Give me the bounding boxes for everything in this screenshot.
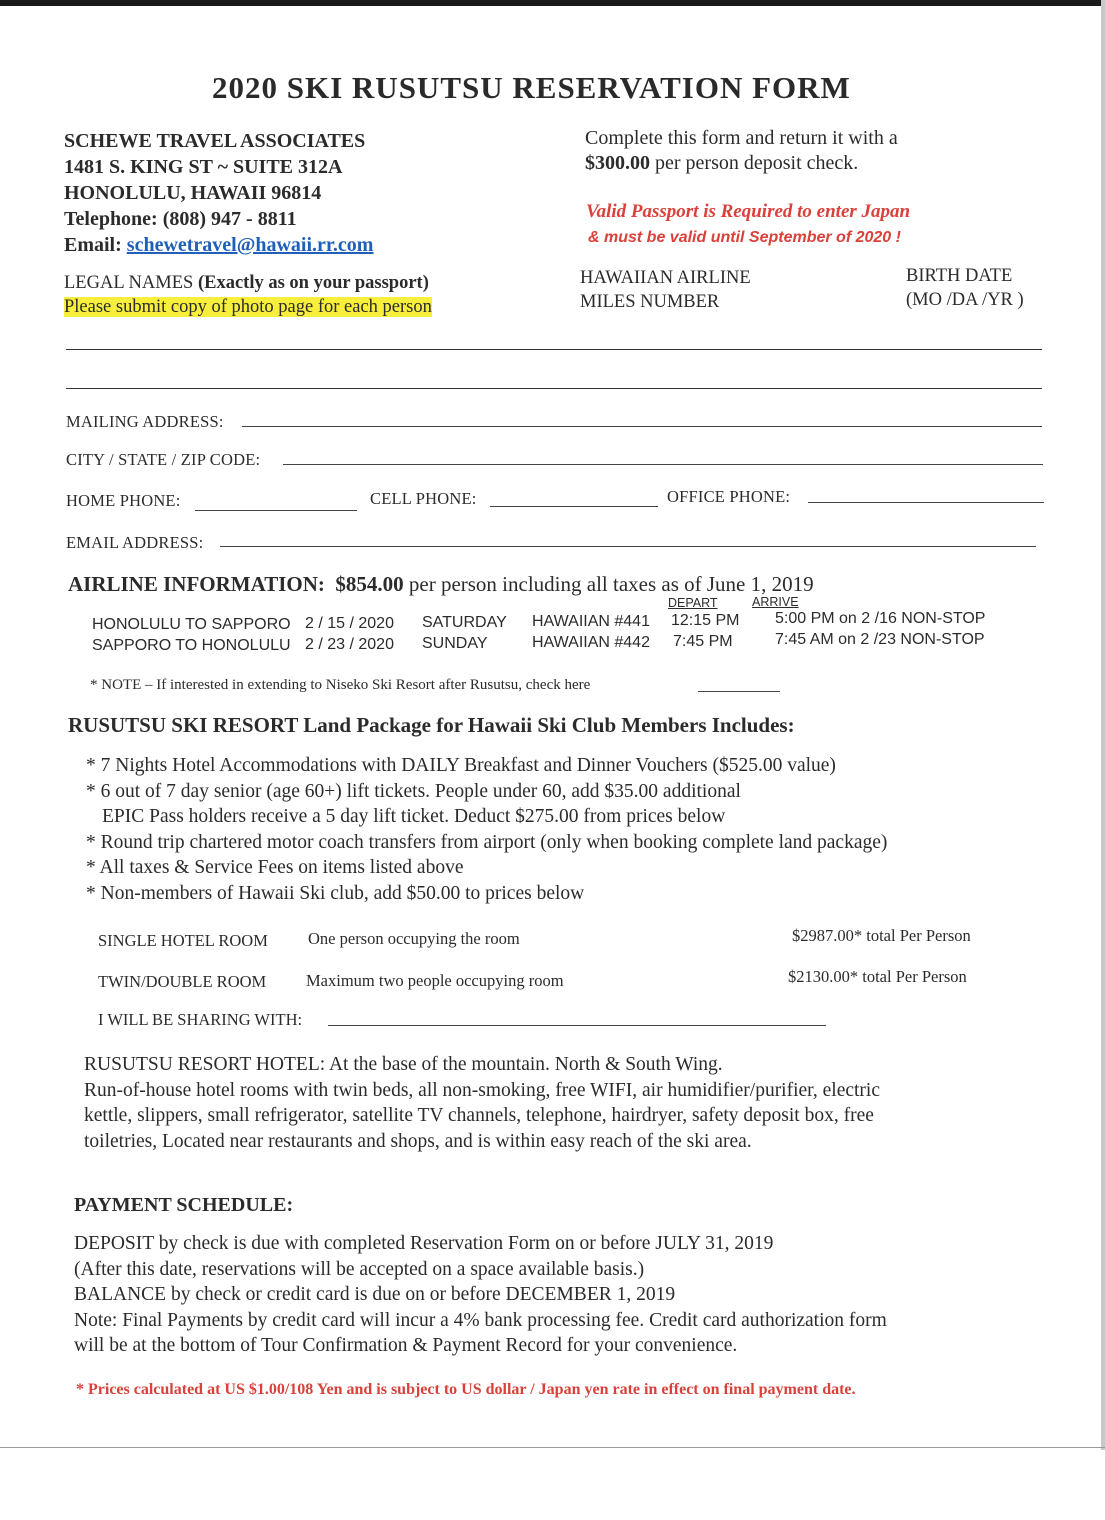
airline-heading-label: AIRLINE INFORMATION: — [68, 572, 325, 596]
mailing-address-label: MAILING ADDRESS: — [66, 412, 224, 431]
flight-number: HAWAIIAN #442 — [532, 634, 650, 651]
flight-route: HONOLULU TO SAPPORO — [92, 616, 291, 633]
flight-depart: 12:15 PM — [671, 612, 740, 629]
niseko-note: * NOTE – If interested in extending to Niseko Ski Resort after Rusutsu, check here — [90, 677, 591, 693]
scan-right-edge — [1101, 0, 1105, 1450]
payment-heading: PAYMENT SCHEDULE: — [74, 1194, 294, 1216]
agency-email-label: Email: — [64, 234, 127, 256]
payment-line: DEPOSIT by check is due with completed Reservation Form on or before JULY 31, 2019 — [74, 1233, 774, 1254]
airline-info-heading — [68, 572, 814, 597]
intro-line2 — [585, 151, 898, 176]
list-item: * Non-members of Hawaii Ski club, add $50.00 to prices below — [86, 882, 585, 904]
exchange-rate-note: * Prices calculated at US $1.00/108 Yen and is subject to US dollar / Japan yen rate in effect on final payment date. — [76, 1381, 856, 1398]
list-item: * 6 out of 7 day senior (age 60+) lift tickets. People under 60, add $35.00 additional — [86, 780, 741, 802]
hotel-line: kettle, slippers, small refrigerator, satellite TV channels, telephone, hairdryer, safety deposit box, free — [84, 1105, 874, 1126]
intro-block — [585, 126, 898, 176]
payment-details — [74, 1231, 887, 1359]
airline-price-rest: per person including all taxes as of June 1, 2019 — [403, 572, 814, 596]
list-item: * Round trip chartered motor coach transfers from airport (only when booking complete land package) — [86, 831, 888, 853]
legal-names-note: (Exactly as on your passport) — [197, 273, 429, 293]
agency-email-row — [64, 232, 373, 258]
hotel-description — [84, 1052, 880, 1154]
airline-price: $854.00 — [335, 572, 404, 596]
sharing-with-label: I WILL BE SHARING WITH: — [98, 1010, 303, 1029]
list-item: EPIC Pass holders receive a 5 day lift ticket. Deduct $275.00 from prices below — [102, 806, 726, 827]
scan-top-edge — [0, 0, 1105, 6]
legal-names-label: LEGAL NAMES — [64, 273, 198, 293]
flight-number: HAWAIIAN #441 — [532, 613, 650, 630]
flight-arrive: 5:00 PM on 2 /16 NON-STOP — [775, 610, 986, 627]
intro-line2-rest: per person deposit check. — [650, 152, 859, 174]
home-phone-field[interactable] — [195, 510, 357, 511]
cell-phone-label: CELL PHONE: — [370, 489, 477, 508]
agency-name: SCHEWE TRAVEL ASSOCIATES — [64, 130, 366, 152]
deposit-amount: $300.00 — [585, 152, 650, 174]
flight-date: 2 / 15 / 2020 — [305, 615, 394, 632]
miles-header-line1: HAWAIIAN AIRLINE — [580, 268, 751, 288]
birth-date-header — [906, 264, 1024, 312]
list-item: * All taxes & Service Fees on items listed above — [86, 857, 464, 878]
miles-header-line2: MILES NUMBER — [580, 292, 720, 312]
cell-phone-field[interactable] — [490, 506, 658, 507]
arrive-label: ARRIVE — [752, 595, 799, 609]
hotel-line: RUSUTSU RESORT HOTEL: At the base of the mountain. North & South Wing. — [84, 1054, 723, 1075]
photo-page-note: Please submit copy of photo page for each person — [64, 297, 432, 317]
agency-block — [64, 128, 373, 258]
depart-label: DEPART — [668, 596, 718, 610]
city-state-zip-label: CITY / STATE / ZIP CODE: — [66, 450, 261, 469]
agency-telephone: Telephone: (808) 947 - 8811 — [64, 208, 297, 230]
passport-warning-1: Valid Passport is Required to enter Japan — [586, 201, 911, 222]
traveler-line-1[interactable] — [66, 349, 1042, 350]
payment-line: Note: Final Payments by credit card will incur a 4% bank processing fee. Credit card authorization form — [74, 1309, 887, 1331]
passport-warning-2: & must be valid until September of 2020 ! — [588, 229, 901, 246]
mailing-address-field[interactable] — [242, 426, 1042, 427]
hotel-line: Run-of-house hotel rooms with twin beds, all non-smoking, free WIFI, air humidifier/purifier, electric — [84, 1079, 880, 1101]
payment-line: (After this date, reservations will be accepted on a space available basis.) — [74, 1258, 645, 1280]
email-address-label: EMAIL ADDRESS: — [66, 533, 204, 552]
hotel-line: toiletries, Located near restaurants and shops, and is within easy reach of the ski area. — [84, 1130, 752, 1152]
agency-email-link[interactable]: schewetravel@hawaii.rr.com — [126, 234, 374, 256]
niseko-check-field[interactable] — [698, 691, 780, 692]
room-description: One person occupying the room — [308, 929, 520, 948]
payment-line: BALANCE by check or credit card is due on or before DECEMBER 1, 2019 — [74, 1284, 676, 1305]
sharing-with-field[interactable] — [328, 1025, 826, 1026]
city-state-zip-field[interactable] — [283, 464, 1043, 465]
traveler-line-2[interactable] — [66, 388, 1042, 389]
room-type: SINGLE HOTEL ROOM — [98, 931, 268, 950]
room-type: TWIN/DOUBLE ROOM — [98, 972, 267, 991]
flight-route: SAPPORO TO HONOLULU — [92, 637, 291, 654]
office-phone-label: OFFICE PHONE: — [667, 487, 791, 506]
agency-address: 1481 S. KING ST ~ SUITE 312A — [64, 156, 343, 178]
flight-day: SUNDAY — [422, 635, 488, 652]
home-phone-label: HOME PHONE: — [66, 491, 181, 510]
birth-date-line1: BIRTH DATE — [906, 266, 1013, 286]
birth-date-line2: (MO /DA /YR ) — [906, 290, 1024, 310]
flight-date: 2 / 23 / 2020 — [305, 636, 394, 653]
email-address-field[interactable] — [220, 546, 1036, 547]
package-list — [86, 753, 887, 906]
office-phone-field[interactable] — [808, 502, 1044, 503]
flight-arrive: 7:45 AM on 2 /23 NON-STOP — [775, 631, 985, 648]
room-description: Maximum two people occupying room — [306, 971, 564, 990]
room-price: $2130.00* total Per Person — [788, 967, 967, 986]
intro-line1: Complete this form and return it with a — [585, 127, 898, 149]
legal-names-header — [64, 271, 432, 319]
package-heading: RUSUTSU SKI RESORT Land Package for Hawaii Ski Club Members Includes: — [68, 713, 795, 737]
list-item: * 7 Nights Hotel Accommodations with DAILY Breakfast and Dinner Vouchers ($525.00 value) — [86, 755, 836, 776]
miles-number-header — [580, 266, 751, 314]
flight-depart: 7:45 PM — [673, 633, 733, 650]
page-title: 2020 SKI RUSUTSU RESERVATION FORM — [212, 70, 851, 105]
payment-line: will be at the bottom of Tour Confirmation & Payment Record for your convenience. — [74, 1335, 738, 1356]
room-price: $2987.00* total Per Person — [792, 926, 971, 945]
flight-day: SATURDAY — [422, 614, 507, 631]
agency-city: HONOLULU, HAWAII 96814 — [64, 182, 322, 204]
bottom-divider — [0, 1447, 1105, 1448]
